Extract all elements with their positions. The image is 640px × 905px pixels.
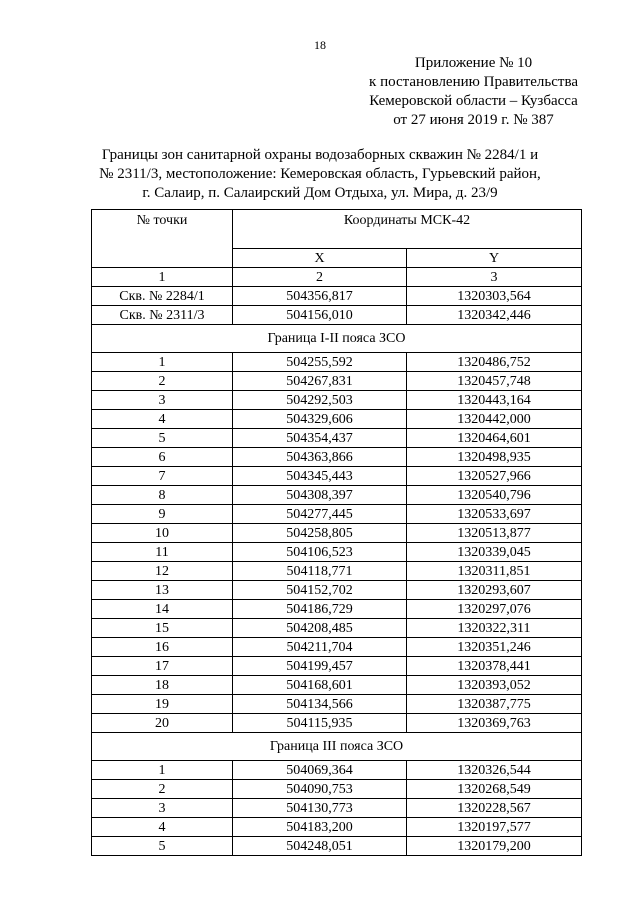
cell-y: 1320303,564	[407, 287, 582, 306]
cell-point: 10	[92, 524, 233, 543]
cell-x: 504248,051	[233, 837, 407, 856]
header-coordinates: Координаты МСК-42	[233, 210, 582, 249]
table-row	[92, 467, 582, 486]
table-row	[92, 410, 582, 429]
cell-point: 8	[92, 486, 233, 505]
cell-x: 504345,443	[233, 467, 407, 486]
cell-x: 504277,445	[233, 505, 407, 524]
cell-point: 1	[92, 761, 233, 780]
cell-point: Скв. № 2284/1	[92, 287, 233, 306]
cell-point: 4	[92, 410, 233, 429]
document-title	[60, 146, 580, 203]
column-number-3: 3	[407, 268, 582, 287]
cell-x: 504156,010	[233, 306, 407, 325]
cell-x: 504118,771	[233, 562, 407, 581]
cell-y: 1320297,076	[407, 600, 582, 619]
cell-x: 504186,729	[233, 600, 407, 619]
page-number: 18	[314, 38, 326, 52]
table-row	[92, 600, 582, 619]
cell-y: 1320378,441	[407, 657, 582, 676]
table-row	[92, 429, 582, 448]
cell-y: 1320442,000	[407, 410, 582, 429]
table-row	[92, 638, 582, 657]
cell-x: 504199,457	[233, 657, 407, 676]
cell-point: 20	[92, 714, 233, 733]
table-row	[92, 676, 582, 695]
table-row	[92, 486, 582, 505]
table-row	[92, 818, 582, 837]
well-row	[92, 287, 582, 306]
table-row	[92, 562, 582, 581]
appendix-line-2: к постановлению Правительства	[369, 74, 578, 90]
table-row	[92, 353, 582, 372]
cell-y: 1320293,607	[407, 581, 582, 600]
section-title: Граница I-II пояса ЗСО	[92, 325, 582, 353]
cell-x: 504069,364	[233, 761, 407, 780]
cell-y: 1320540,796	[407, 486, 582, 505]
title-line-2: № 2311/3, местоположение: Кемеровская область, Гурьевский район,	[99, 166, 541, 182]
cell-point: 13	[92, 581, 233, 600]
cell-x: 504211,704	[233, 638, 407, 657]
cell-y: 1320457,748	[407, 372, 582, 391]
cell-y: 1320533,697	[407, 505, 582, 524]
cell-point: 18	[92, 676, 233, 695]
table-row	[92, 391, 582, 410]
cell-x: 504183,200	[233, 818, 407, 837]
table-row	[92, 799, 582, 818]
cell-point: 17	[92, 657, 233, 676]
cell-y: 1320322,311	[407, 619, 582, 638]
cell-x: 504168,601	[233, 676, 407, 695]
cell-x: 504292,503	[233, 391, 407, 410]
cell-x: 504208,485	[233, 619, 407, 638]
cell-point: 14	[92, 600, 233, 619]
cell-point: 12	[92, 562, 233, 581]
appendix-block	[369, 54, 578, 130]
cell-y: 1320339,045	[407, 543, 582, 562]
cell-y: 1320179,200	[407, 837, 582, 856]
appendix-line-3: Кемеровской области – Кузбасса	[369, 93, 578, 109]
cell-x: 504106,523	[233, 543, 407, 562]
table-row	[92, 372, 582, 391]
cell-x: 504152,702	[233, 581, 407, 600]
cell-x: 504130,773	[233, 799, 407, 818]
table-row	[92, 714, 582, 733]
header-point-number: № точки	[92, 210, 233, 268]
cell-point: 5	[92, 837, 233, 856]
cell-y: 1320369,763	[407, 714, 582, 733]
section-title: Граница III пояса ЗСО	[92, 733, 582, 761]
cell-x: 504258,805	[233, 524, 407, 543]
cell-y: 1320387,775	[407, 695, 582, 714]
table-row	[92, 695, 582, 714]
cell-point: 3	[92, 391, 233, 410]
header-x: X	[233, 249, 407, 268]
cell-x: 504115,935	[233, 714, 407, 733]
cell-y: 1320268,549	[407, 780, 582, 799]
cell-x: 504308,397	[233, 486, 407, 505]
cell-y: 1320326,544	[407, 761, 582, 780]
cell-x: 504354,437	[233, 429, 407, 448]
header-y: Y	[407, 249, 582, 268]
table-row	[92, 657, 582, 676]
column-number-row	[92, 268, 582, 287]
table-row	[92, 619, 582, 638]
table-row	[92, 543, 582, 562]
cell-point: 19	[92, 695, 233, 714]
column-number-2: 2	[233, 268, 407, 287]
table-row	[92, 505, 582, 524]
cell-x: 504134,566	[233, 695, 407, 714]
cell-y: 1320486,752	[407, 353, 582, 372]
table-row	[92, 780, 582, 799]
cell-point: Скв. № 2311/3	[92, 306, 233, 325]
cell-x: 504267,831	[233, 372, 407, 391]
appendix-line-1: Приложение № 10	[414, 55, 533, 71]
cell-point: 7	[92, 467, 233, 486]
cell-point: 1	[92, 353, 233, 372]
title-line-1: Границы зон санитарной охраны водозаборных скважин № 2284/1 и	[101, 147, 539, 163]
cell-y: 1320393,052	[407, 676, 582, 695]
cell-point: 16	[92, 638, 233, 657]
cell-point: 5	[92, 429, 233, 448]
cell-x: 504329,606	[233, 410, 407, 429]
cell-point: 2	[92, 372, 233, 391]
table-row	[92, 761, 582, 780]
table-row	[92, 837, 582, 856]
cell-y: 1320351,246	[407, 638, 582, 657]
cell-x: 504363,866	[233, 448, 407, 467]
cell-point: 6	[92, 448, 233, 467]
coordinates-table	[91, 209, 582, 856]
table-header-row	[92, 210, 582, 249]
cell-x: 504090,753	[233, 780, 407, 799]
column-number-1: 1	[92, 268, 233, 287]
table-row	[92, 448, 582, 467]
cell-x: 504255,592	[233, 353, 407, 372]
cell-y: 1320443,164	[407, 391, 582, 410]
cell-point: 9	[92, 505, 233, 524]
cell-point: 11	[92, 543, 233, 562]
cell-y: 1320464,601	[407, 429, 582, 448]
cell-y: 1320228,567	[407, 799, 582, 818]
section-header-zone-1-2	[92, 325, 582, 353]
cell-point: 4	[92, 818, 233, 837]
cell-y: 1320342,446	[407, 306, 582, 325]
title-line-3: г. Салаир, п. Салаирский Дом Отдыха, ул. Мира, д. 23/9	[142, 185, 498, 201]
table-row	[92, 581, 582, 600]
section-header-zone-3	[92, 733, 582, 761]
cell-point: 3	[92, 799, 233, 818]
cell-y: 1320197,577	[407, 818, 582, 837]
cell-y: 1320311,851	[407, 562, 582, 581]
appendix-line-4: от 27 июня 2019 г. № 387	[393, 112, 554, 128]
cell-y: 1320513,877	[407, 524, 582, 543]
cell-x: 504356,817	[233, 287, 407, 306]
well-row	[92, 306, 582, 325]
cell-y: 1320498,935	[407, 448, 582, 467]
cell-y: 1320527,966	[407, 467, 582, 486]
cell-point: 15	[92, 619, 233, 638]
cell-point: 2	[92, 780, 233, 799]
table-row	[92, 524, 582, 543]
